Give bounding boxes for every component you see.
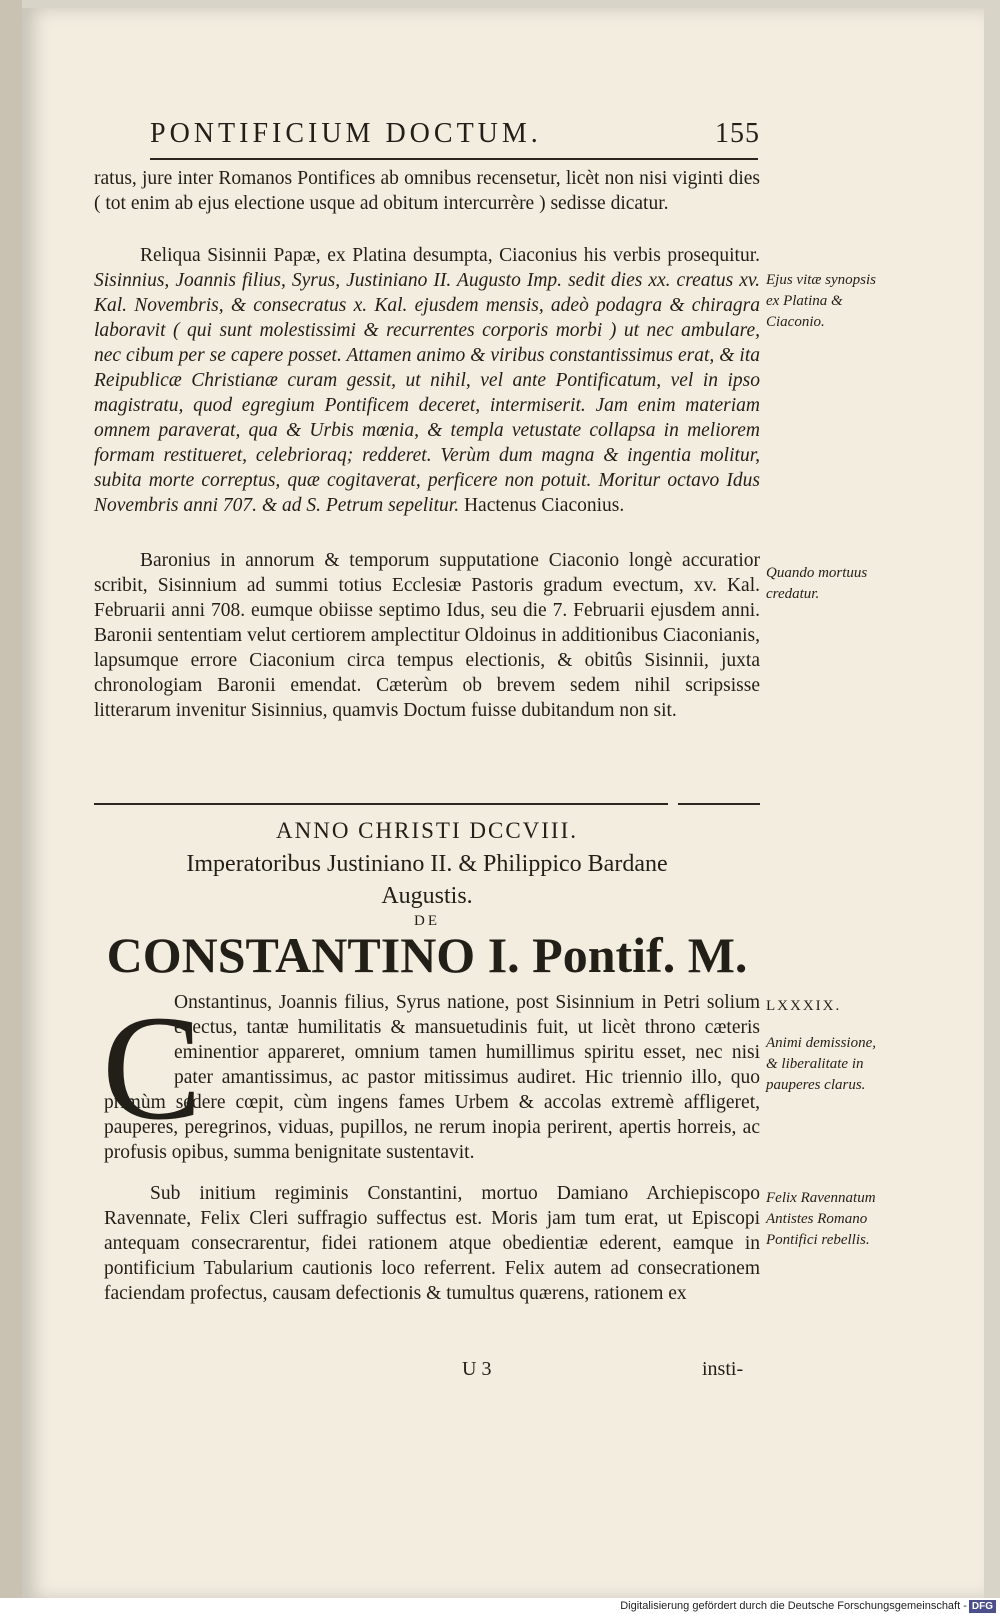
paragraph-3 [94,548,760,723]
section-title: CONSTANTINO I. Pontif. M. [106,927,748,983]
margin-note-3: LXXXIX. [766,998,842,1014]
footer-text: Digitalisierung gefördert durch die Deutsche Forschungsgemeinschaft - [620,1600,967,1612]
margin-note-4: Animi demissione, & liberalitate in pauperes clarus. [766,1035,876,1093]
digitization-footer [0,1598,1000,1614]
paragraph-1 [94,166,760,216]
running-head-title: PONTIFICIUM DOCTUM. [150,118,542,149]
de-line: DE [414,913,440,929]
signature-mark: U 3 [462,1358,492,1380]
paragraph-3-text: Baronius in annorum & temporum supputatione Ciaconio longè accuratior scribit, Sisinnium ad summi totius Ecclesiæ Pastoris gradum evectum, xv. Kal. Februarii anni 708. eumque obiisse septimo Idus, seu die 7. Februarii ejusdem anni. Baronii sententiam velut certiorem amplectitur Oldoinus in additionibus Ciaconianis, lapsumque errore Ciaconium circa tempus electionis, & obitûs Sisinnii, juxta chronologiam Baronii emendat. Cæterùm ob brevem sedem nihil scripsisse litterarum invenitur Sisinnius, quamvis Doctum fuisse dubitandum non sit. [94,550,760,721]
anno-line: ANNO CHRISTI DCCVIII. [275,818,579,843]
paragraph-1-text: ratus, jure inter Romanos Pontifices ab omnibus recensetur, licèt non nisi viginti dies ( tot enim ab ejus electione usque ad obitum intercurrère ) sedisse dicatur. [94,168,760,214]
paragraph-2-intro: Reliqua Sisinnii Papæ, ex Platina desumpta, Ciaconius his verbis prosequitur. [140,245,760,266]
margin-note-5: Felix Ravennatum Antistes Romano Pontifici rebellis. [766,1190,876,1248]
drop-cap-space [104,990,174,1090]
paragraph-2 [94,243,760,518]
page-number: 155 [715,118,760,149]
paragraph-2-quote: Sisinnius, Joannis filius, Syrus, Justiniano II. Augusto Imp. sedit dies xx. creatus xv. Kal. Novembris, & consecratus x. Kal. ejusdem mensis, adeò podagra & chiragra laboravit ( qui sunt molestissimi & recurrentes corporis morbi ) ut nec ambulare, nec cibum per se capere posset. Attamen animo & viribus constantissimus erat, & ita Reipublicæ Christianæ curam gessit, ut nihil, vel ante Pontificatum, vel in ipso magistratu, quod egregium Pontificem deceret, intermiserit. Jam enim materiam omnem paraverat, qua & Urbis mœnia, & templa vetustate collapsa in meliorem formam restitueret, celebrioraq; redderet. Verùm dum magna & ingentia molitur, subita morte correptus, quæ cogitaverat, perficere non potuit. Moritur octavo Idus Novembris anni 707. & ad S. Petrum sepelitur. [94,270,760,516]
running-head [150,118,760,158]
margin-note-2: Quando mortuus credatur. [766,565,868,602]
book-page [22,8,984,1600]
section-rule-right [678,803,760,805]
catchword: insti- [702,1358,744,1380]
paragraph-4-body: Onstantinus, Joannis filius, Syrus natione, post Sisinnium in Petri solium evectus, tantæ humilitatis & mansuetudinis fuit, ut licèt throno cæteris eminentior appareret, omnium tamen humillimus spiritu esset, nec nisi pater amantissimus, ac pastor mitissimus audiret. Hic triennio illo, quo primùm sedere cœpit, cùm ingens fames Urbem & accolas extremè affligeret, pauperes, peregrinos, viduas, pupillos, ne rerum inopia perirent, apertis horreis, ac profusis opibus, summa benignitate sustentavit. [104,992,760,1163]
paragraph-5 [104,1181,760,1306]
margin-note-1: Ejus vitæ synopsis ex Platina & Ciaconio. [766,272,877,330]
section-rule-left [94,803,668,805]
book-gutter-strip [0,0,22,1614]
paragraph-2-outro: Hactenus Ciaconius. [463,495,625,516]
augustis-line: Augustis. [381,883,473,909]
paragraph-2-text [94,243,760,518]
dfg-logo: DFG [969,1600,996,1613]
head-rule [150,158,758,160]
paragraph-4-text [102,985,760,1165]
paragraph-5-text: Sub initium regiminis Constantini, mortuo Damiano Archiepiscopo Ravennate, Felix Cleri suffragio suffectus est. Moris jam tum erat, ut Episcopi antequam consecrarentur, fidei rationem atque obedientiæ ederent, eamque in pontificium Tabularium cautionis loco referrent. Felix autem ad consecrationem faciendam profectus, causam defectionis & tumultus quærens, rationem ex [104,1183,760,1304]
imperatores-line: Imperatoribus Justiniano II. & Philippico Bardane [186,851,668,877]
paragraph-4 [102,985,760,1165]
drop-cap-initial: C [102,985,203,1151]
